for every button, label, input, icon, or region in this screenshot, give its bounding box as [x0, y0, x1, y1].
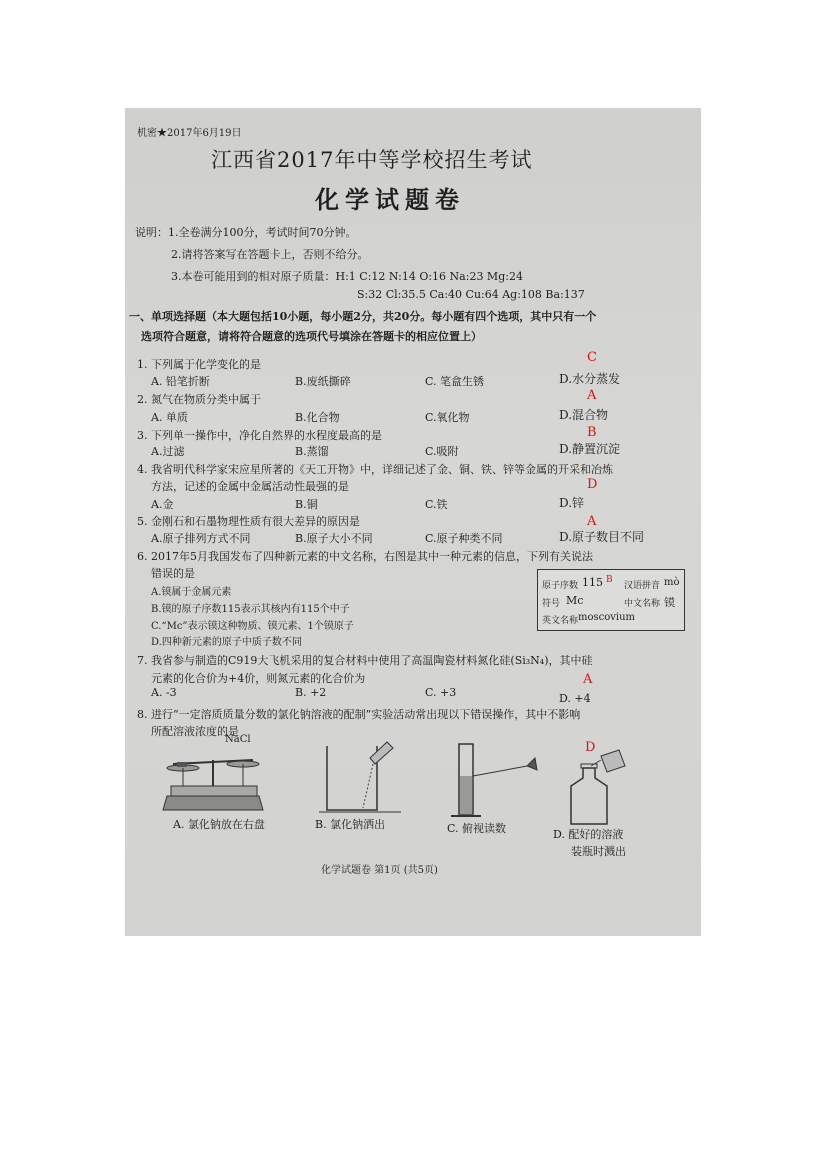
instruction-1: 说明：1.全卷满分100分，考试时间70分钟。: [135, 226, 357, 239]
pinyin-value: mò: [664, 577, 680, 588]
atomic-number-label: 原子序数: [542, 581, 579, 591]
question-4-option-b: B.铜: [295, 498, 318, 511]
figure-c-caption: C. 俯视读数: [447, 822, 507, 835]
question-3-option-b: B.蒸馏: [295, 445, 329, 458]
english-name-label: 英文名称: [542, 616, 579, 626]
question-5-option-a: A.原子排列方式不同: [151, 532, 251, 545]
chinese-name-label: 中文名称: [624, 599, 661, 609]
question-8-stem-2: 所配溶液浓度的是: [151, 725, 239, 738]
pinyin-label: 汉语拼音: [624, 581, 661, 591]
question-1-option-a: A. 铅笔折断: [151, 375, 210, 388]
question-5-option-c: C.原子种类不同: [425, 532, 503, 545]
question-5-option-d: D.原子数目不同: [559, 530, 645, 544]
question-3-answer: B: [587, 425, 597, 440]
question-4-stem-1: 4. 我省明代科学家宋应星所著的《天工开物》中，详细记述了金、铜、铁、锌等金属的开采和冶炼: [137, 463, 613, 476]
exam-title: 江西省2017年中等学校招生考试: [211, 148, 533, 172]
question-2-answer: A: [587, 388, 597, 403]
question-3-option-d: D.静置沉淀: [559, 442, 621, 456]
question-6-stem-2: 错误的是: [151, 567, 195, 580]
question-5-answer: A: [587, 514, 597, 529]
atomic-number: 115: [582, 576, 603, 589]
exam-page-photo: [125, 108, 701, 936]
question-6-stem-1: 6. 2017年5月我国发布了四种新元素的中文名称，右图是其中一种元素的信息，下列有关说法: [137, 550, 593, 563]
question-6-option-a: A.镆属于金属元素: [151, 587, 232, 598]
page-footer: 化学试题卷 第1页 (共5页): [321, 865, 438, 876]
question-7-answer: A: [583, 672, 593, 687]
question-4-option-c: C.铁: [425, 498, 448, 511]
symbol-label: 符号: [542, 599, 561, 609]
question-2-option-a: A. 单质: [151, 411, 188, 424]
question-7-option-c: C. +3: [425, 686, 457, 699]
question-2-option-c: C.氧化物: [425, 411, 470, 424]
question-2-stem: 2. 氮气在物质分类中属于: [137, 393, 261, 406]
question-7-stem-2: 元素的化合价为+4价，则氮元素的化合价为: [151, 672, 366, 685]
question-4-stem-2: 方法，记述的金属中金属活动性最强的是: [151, 480, 349, 493]
instruction-4: S:32 Cl:35.5 Ca:40 Cu:64 Ag:108 Ba:137: [357, 288, 585, 301]
balance-scale-figure: [155, 738, 275, 818]
measuring-cylinder-figure: [443, 736, 553, 826]
question-3-option-a: A.过滤: [151, 445, 185, 458]
nacl-label: NaCl: [225, 734, 251, 745]
element-info-card: [537, 569, 685, 631]
beaker-spill-figure: [315, 736, 405, 816]
question-6-answer: B: [606, 575, 613, 585]
exam-subtitle: 化学试题卷: [315, 185, 465, 214]
question-1-answer: C: [587, 350, 597, 365]
question-2-option-d: D.混合物: [559, 408, 609, 422]
question-1-option-d: D.水分蒸发: [559, 372, 621, 386]
question-7-stem-1: 7. 我省参与制造的C919大飞机采用的复合材料中使用了高温陶瓷材料氮化硅(Si₃N₄)，其中硅: [137, 654, 593, 667]
question-7-option-a: A. -3: [151, 686, 177, 699]
section-heading-2: 选项符合题意，请将符合题意的选项代号填涂在答题卡的相应位置上）: [141, 330, 482, 343]
question-2-option-b: B.化合物: [295, 411, 340, 424]
element-symbol: Mc: [566, 594, 584, 607]
question-1-option-b: B.废纸撕碎: [295, 375, 351, 388]
figure-b-caption: B. 氯化钠洒出: [315, 818, 386, 831]
chinese-name-value: 镆: [664, 596, 675, 609]
section-heading-1: 一、单项选择题（本大题包括10小题，每小题2分，共20分。每小题有四个选项，其中只有一个: [129, 310, 597, 323]
figure-d-caption-1: D. 配好的溶液: [553, 828, 624, 841]
question-8-answer: D: [585, 740, 596, 755]
bottle-pouring-figure: [561, 748, 661, 828]
question-1-stem: 1. 下列属于化学变化的是: [137, 358, 261, 371]
question-4-option-d: D.锌: [559, 496, 585, 510]
instruction-2: 2.请将答案写在答题卡上，否则不给分。: [171, 248, 369, 261]
figure-a-caption: A. 氯化钠放在右盘: [173, 818, 265, 831]
question-6-option-d: D.四种新元素的原子中质子数不同: [151, 637, 302, 648]
question-5-stem: 5. 金刚石和石墨物理性质有很大差异的原因是: [137, 515, 360, 528]
question-7-option-d: D. +4: [559, 692, 591, 705]
question-4-option-a: A.金: [151, 498, 174, 511]
english-name-value: moscovium: [578, 612, 636, 623]
question-6-option-c: C.“Mc”表示镆这种物质、镆元素、1个镆原子: [151, 621, 354, 632]
figure-d-caption-2: 装瓶时溅出: [571, 845, 626, 858]
instruction-3: 3.本卷可能用到的相对原子质量：H:1 C:12 N:14 O:16 Na:23 Mg:24: [171, 270, 523, 283]
question-3-stem: 3. 下列单一操作中，净化自然界的水程度最高的是: [137, 429, 382, 442]
question-1-option-c: C. 笔盒生锈: [425, 375, 485, 388]
question-4-answer: D: [587, 477, 598, 492]
question-8-stem-1: 8. 进行“一定溶质质量分数的氯化钠溶液的配制”实验活动常出现以下错误操作，其中不影响: [137, 708, 581, 721]
question-3-option-c: C.吸附: [425, 445, 459, 458]
question-5-option-b: B.原子大小不同: [295, 532, 373, 545]
question-7-option-b: B. +2: [295, 686, 327, 699]
question-6-option-b: B.镆的原子序数115表示其核内有115个中子: [151, 604, 350, 615]
secret-date: 机密★2017年6月19日: [137, 128, 242, 139]
